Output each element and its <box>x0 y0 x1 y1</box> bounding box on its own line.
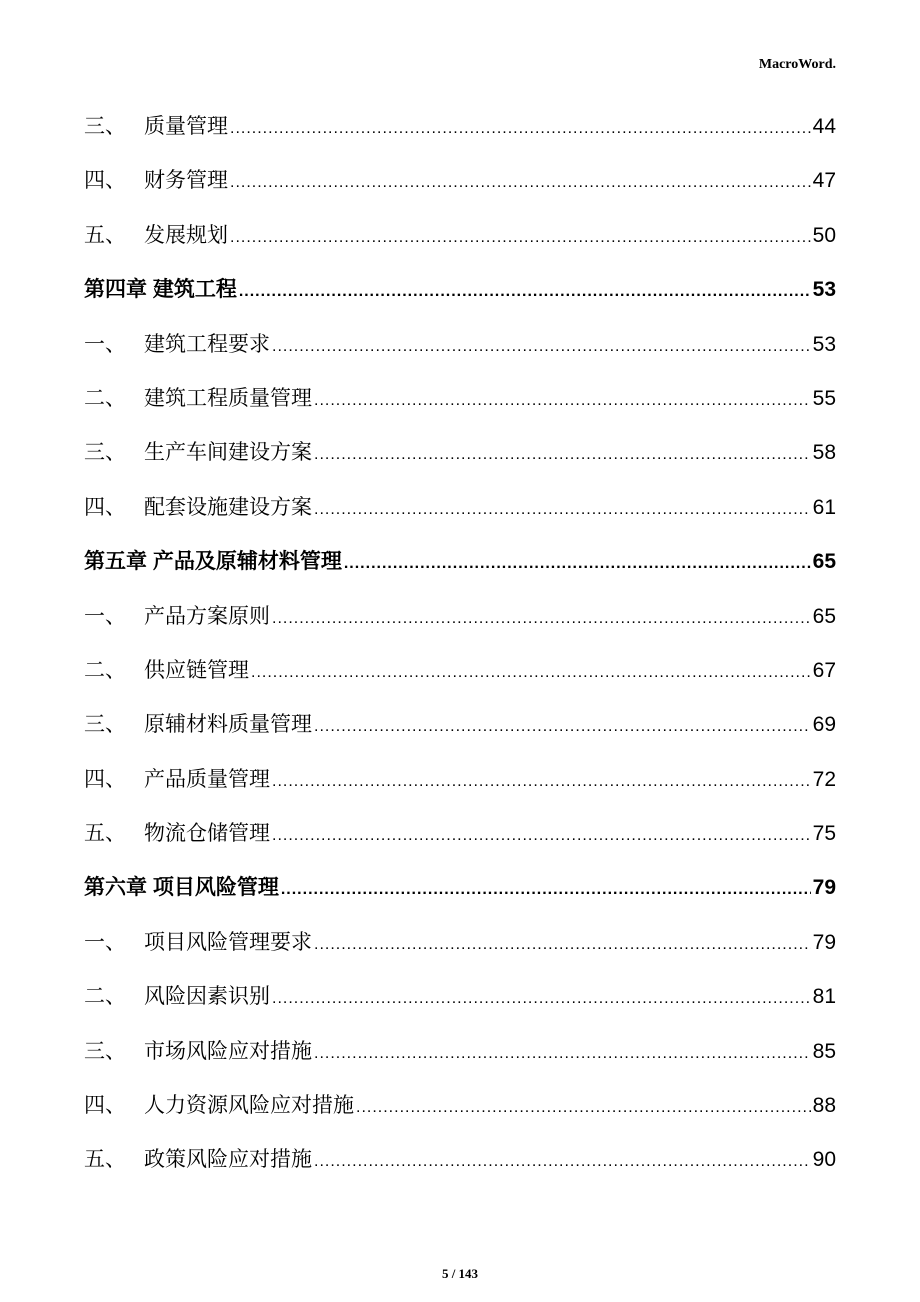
toc-section-entry[interactable] <box>84 209 836 263</box>
toc-entry-title: 风险因素识别 <box>144 985 270 1009</box>
toc-dot-leader <box>314 1135 811 1189</box>
toc-entry-page-number: 50 <box>812 223 836 247</box>
toc-dot-leader <box>272 320 811 374</box>
toc-section-entry[interactable] <box>84 916 836 970</box>
toc-entry-page-number: 55 <box>812 386 836 410</box>
toc-section-entry[interactable] <box>84 426 836 480</box>
toc-entry-title: 质量管理 <box>144 115 228 138</box>
toc-entry-number: 二、 <box>84 658 126 682</box>
toc-entry-page-number: 75 <box>812 822 836 846</box>
toc-entry-page-number: 61 <box>812 495 836 519</box>
toc-entry-page-number: 58 <box>812 441 836 465</box>
toc-section-entry[interactable] <box>84 100 836 154</box>
toc-entry-number: 四、 <box>84 1094 126 1118</box>
toc-entry-number: 三、 <box>84 115 126 138</box>
toc-section-entry[interactable] <box>84 1133 836 1187</box>
toc-section-entry[interactable] <box>84 154 836 208</box>
toc-entry-title: 第六章 项目风险管理 <box>84 876 279 900</box>
toc-section-entry[interactable] <box>84 590 836 644</box>
toc-dot-leader <box>314 428 811 482</box>
toc-dot-leader <box>272 755 811 809</box>
toc-section-entry[interactable] <box>84 1079 836 1133</box>
toc-entry-title: 发展规划 <box>144 223 228 247</box>
toc-entry-title: 产品方案原则 <box>144 604 270 628</box>
toc-dot-leader <box>272 592 811 646</box>
toc-entry-page-number: 79 <box>812 930 836 954</box>
toc-section-entry[interactable] <box>84 753 836 807</box>
toc-chapter-entry[interactable] <box>84 535 836 589</box>
toc-entry-title: 原辅材料质量管理 <box>144 713 312 737</box>
toc-entry-title: 建筑工程要求 <box>144 332 270 356</box>
toc-entry-title: 第四章 建筑工程 <box>84 278 237 302</box>
toc-section-entry[interactable] <box>84 644 836 698</box>
toc-entry-page-number: 65 <box>812 604 836 628</box>
toc-dot-leader <box>230 211 811 265</box>
toc-entry-page-number: 79 <box>812 876 836 900</box>
toc-dot-leader <box>272 809 811 863</box>
toc-entry-page-number: 88 <box>812 1094 836 1118</box>
toc-dot-leader <box>272 972 811 1026</box>
page-indicator: 5 / 143 <box>441 1266 479 1281</box>
toc-entry-number: 四、 <box>84 767 126 791</box>
header-brand: MacroWord. <box>758 57 836 72</box>
toc-entry-number: 四、 <box>84 169 126 193</box>
toc-entry-page-number: 69 <box>812 713 836 737</box>
toc-dot-leader <box>314 918 811 972</box>
toc-entry-page-number: 53 <box>812 332 836 356</box>
toc-entry-title: 物流仓储管理 <box>144 822 270 846</box>
toc-entry-title: 市场风险应对措施 <box>144 1039 312 1063</box>
toc-dot-leader <box>314 483 811 537</box>
toc-chapter-entry[interactable] <box>84 263 836 317</box>
toc-dot-leader <box>344 537 811 591</box>
toc-dot-leader <box>239 265 811 319</box>
toc-entry-number: 二、 <box>84 985 126 1009</box>
toc-entry-number: 三、 <box>84 441 126 465</box>
toc-entry-title: 供应链管理 <box>144 658 249 682</box>
toc-entry-number: 一、 <box>84 930 126 954</box>
toc-dot-leader <box>356 1081 811 1135</box>
toc-entry-title: 财务管理 <box>144 169 228 193</box>
toc-entry-title: 产品质量管理 <box>144 767 270 791</box>
toc-entry-page-number: 47 <box>812 169 836 193</box>
toc-entry-title: 政策风险应对措施 <box>144 1148 312 1172</box>
toc-entry-page-number: 44 <box>812 115 836 138</box>
toc-entry-page-number: 53 <box>812 278 836 302</box>
toc-entry-page-number: 90 <box>812 1148 836 1172</box>
toc-entry-number: 五、 <box>84 1148 126 1172</box>
toc-entry-number: 五、 <box>84 822 126 846</box>
table-of-contents <box>84 100 836 1188</box>
toc-entry-number: 三、 <box>84 713 126 737</box>
toc-entry-number: 一、 <box>84 332 126 356</box>
toc-entry-title: 第五章 产品及原辅材料管理 <box>84 550 342 574</box>
toc-entry-number: 一、 <box>84 604 126 628</box>
toc-entry-number: 四、 <box>84 495 126 519</box>
toc-dot-leader <box>314 374 811 428</box>
toc-section-entry[interactable] <box>84 1025 836 1079</box>
toc-dot-leader <box>281 863 811 917</box>
toc-dot-leader <box>314 700 811 754</box>
toc-dot-leader <box>230 102 811 156</box>
toc-chapter-entry[interactable] <box>84 861 836 915</box>
toc-entry-number: 二、 <box>84 386 126 410</box>
toc-entry-title: 生产车间建设方案 <box>144 441 312 465</box>
toc-section-entry[interactable] <box>84 807 836 861</box>
toc-entry-page-number: 65 <box>812 550 836 574</box>
toc-section-entry[interactable] <box>84 372 836 426</box>
toc-dot-leader <box>230 156 811 210</box>
toc-dot-leader <box>314 1027 811 1081</box>
toc-section-entry[interactable] <box>84 970 836 1024</box>
toc-entry-title: 建筑工程质量管理 <box>144 386 312 410</box>
toc-entry-page-number: 72 <box>812 767 836 791</box>
toc-section-entry[interactable] <box>84 318 836 372</box>
toc-entry-title: 配套设施建设方案 <box>144 495 312 519</box>
toc-entry-page-number: 67 <box>812 658 836 682</box>
toc-entry-page-number: 81 <box>812 985 836 1009</box>
toc-section-entry[interactable] <box>84 698 836 752</box>
toc-section-entry[interactable] <box>84 481 836 535</box>
toc-entry-title: 人力资源风险应对措施 <box>144 1094 354 1118</box>
toc-dot-leader <box>251 646 811 700</box>
toc-entry-title: 项目风险管理要求 <box>144 930 312 954</box>
toc-entry-number: 五、 <box>84 223 126 247</box>
toc-entry-page-number: 85 <box>812 1039 836 1063</box>
toc-entry-number: 三、 <box>84 1039 126 1063</box>
